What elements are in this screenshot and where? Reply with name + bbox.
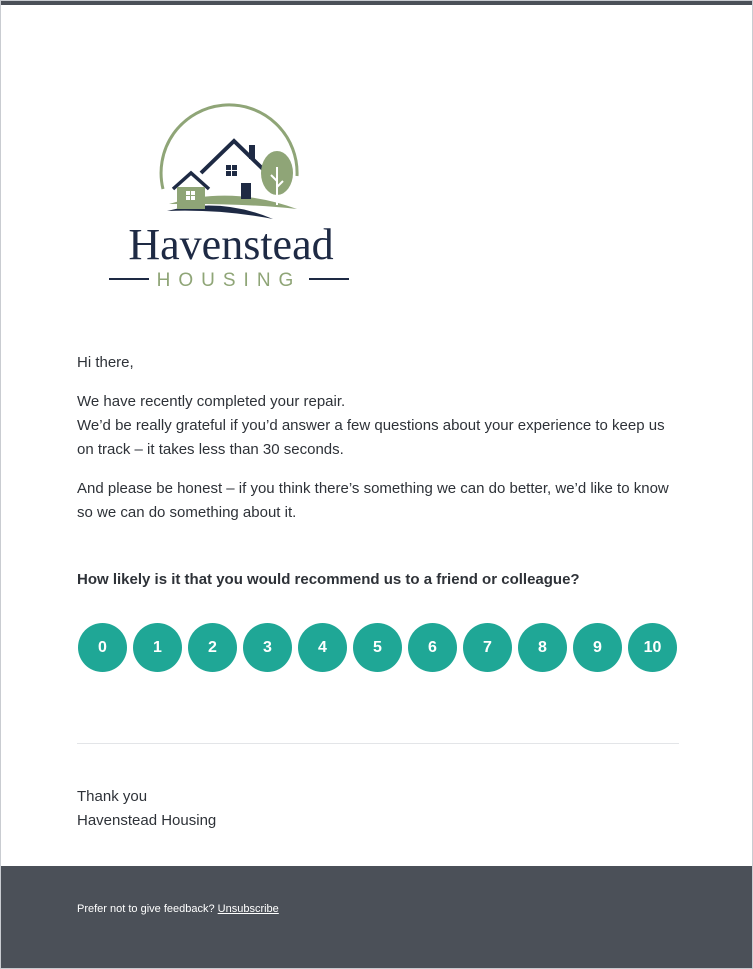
score-button-5[interactable]: 5 bbox=[353, 623, 402, 672]
honesty-paragraph: And please be honest – if you think there’s something we can do better, we’d like to know so we can do something about it. bbox=[77, 480, 669, 521]
greeting: Hi there, bbox=[77, 354, 134, 371]
nps-question: How likely is it that you would recommend us to a friend or colleague? bbox=[77, 571, 580, 588]
signoff-org: Havenstead Housing bbox=[77, 812, 217, 829]
signoff bbox=[77, 785, 216, 833]
score-button-1[interactable]: 1 bbox=[133, 623, 182, 672]
intro-line-1: We have recently completed your repair. bbox=[77, 393, 346, 410]
score-button-8[interactable]: 8 bbox=[518, 623, 567, 672]
score-button-3[interactable]: 3 bbox=[243, 623, 292, 672]
score-button-10[interactable]: 10 bbox=[628, 623, 677, 672]
unsubscribe-link[interactable]: Unsubscribe bbox=[217, 903, 279, 915]
havenstead-logo bbox=[101, 101, 361, 301]
svg-text:Havenstead: Havenstead bbox=[128, 220, 334, 269]
footer bbox=[1, 866, 752, 968]
signoff-thanks: Thank you bbox=[77, 788, 148, 805]
house-logo-icon bbox=[101, 101, 361, 301]
email-body bbox=[77, 351, 679, 540]
score-button-7[interactable]: 7 bbox=[463, 623, 512, 672]
score-button-6[interactable]: 6 bbox=[408, 623, 457, 672]
top-bar bbox=[1, 1, 752, 5]
footer-prompt: Prefer not to give feedback? bbox=[77, 903, 215, 915]
svg-text:HOUSING: HOUSING bbox=[156, 270, 302, 291]
footer-text bbox=[77, 903, 279, 915]
intro-paragraph bbox=[77, 390, 679, 462]
intro-line-2: We’d be really grateful if you’d answer a few questions about your experience to keep us on track – it takes less than 30 seconds. bbox=[77, 417, 665, 458]
score-button-9[interactable]: 9 bbox=[573, 623, 622, 672]
divider bbox=[77, 743, 679, 744]
score-button-0[interactable]: 0 bbox=[78, 623, 127, 672]
nps-scale bbox=[78, 623, 678, 673]
score-button-4[interactable]: 4 bbox=[298, 623, 347, 672]
score-button-2[interactable]: 2 bbox=[188, 623, 237, 672]
